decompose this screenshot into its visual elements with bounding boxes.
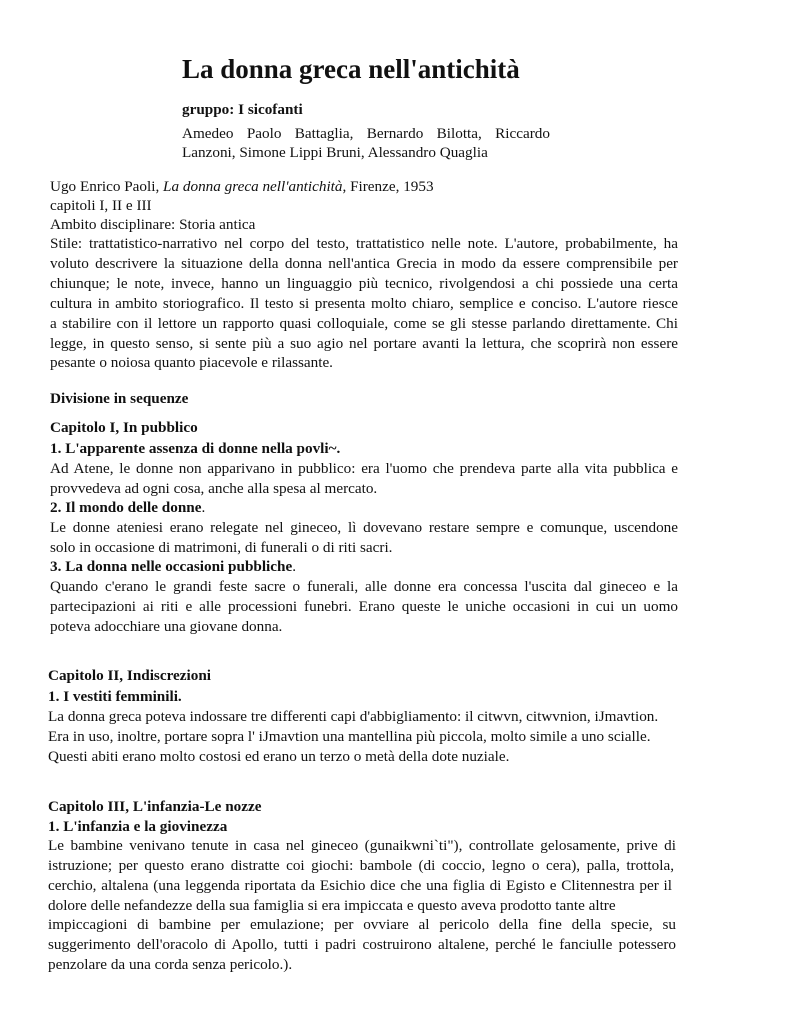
- paragraph-line: La donna greca poteva indossare tre differenti capi d'abbigliamento: il citwvn, citwvnion, iJmavtion.: [48, 708, 659, 725]
- stile-line: pesante o noiosa quanto piacevole e rilassante.: [50, 354, 333, 371]
- paragraph-line: Ad Atene, le donne non apparivano in pubblico: era l'uomo che prendeva parte alla vita pubblica e: [50, 460, 678, 477]
- stile-line: chiunque; le note, invece, hanno un linguaggio più tecnico, rivolgendosi a chi possiede una certa: [50, 275, 678, 292]
- chapter-3-heading: Capitolo III, L'infanzia-Le nozze: [48, 798, 262, 815]
- paragraph-line: poteva adocchiare una giovane donna.: [50, 618, 283, 635]
- sequence-title-text: 2. Il mondo delle donne: [50, 499, 202, 516]
- group-label: gruppo: I sicofanti: [182, 101, 303, 118]
- paragraph-line: partecipazioni ai riti e alle processioni funebri. Erano queste le uniche occasioni in cui un uomo: [50, 598, 678, 615]
- chapter-1-sequence-2-title: 2. Il mondo delle donne.: [50, 499, 206, 516]
- paragraph-line: Le bambine venivano tenute in casa nel gineceo (gunaikwni`ti"), controllate gelosamente, prive di: [48, 837, 676, 854]
- paragraph-line: Era in uso, inoltre, portare sopra l' iJmavtion una mantellina più piccola, molto simile a uno scialle.: [48, 728, 651, 745]
- paragraph-line: penzolare da una corda senza pericolo.).: [48, 956, 293, 973]
- paragraph-line: cerchio, altalena (una leggenda riportata da Esichio dice che una figlia di Egisto e Clitennestra per il: [48, 877, 672, 894]
- document-title: La donna greca nell'antichità: [182, 54, 520, 84]
- stile-line: cultura in ambito storiografico. Il testo si presenta molto chiaro, semplice e conciso. L'autore riesce: [50, 295, 678, 312]
- authors-line-2: Lanzoni, Simone Lippi Bruni, Alessandro Quaglia: [182, 144, 488, 161]
- source-citation: [50, 177, 678, 197]
- chapter-2-sequence-1-title: 1. I vestiti femminili.: [48, 688, 182, 705]
- chapter-2-heading: Capitolo II, Indiscrezioni: [48, 667, 212, 684]
- source-author: Ugo Enrico Paoli,: [50, 178, 164, 195]
- section-heading-divisione: Divisione in sequenze: [50, 390, 189, 407]
- stile-line: legge, in questo senso, si sente più a suo agio nel portare avanti la lettura, che scoprirà non essere: [50, 335, 678, 352]
- authors-line-1: Amedeo Paolo Battaglia, Bernardo Bilotta, Riccardo: [182, 125, 550, 142]
- chapter-1-sequence-1-title: 1. L'apparente assenza di donne nella povli~.: [50, 440, 341, 457]
- paragraph-line: istruzione; per questo erano distratte coi giochi: bambole (di coccio, legno o cera), palla, trottola,: [48, 857, 674, 874]
- paragraph-line: Questi abiti erano molto costosi ed erano un terzo o metà della dote nuziale.: [48, 748, 510, 765]
- paragraph-line: dolore delle nefandezze della sua famiglia si era impiccata e questo aveva prodotto tante altre: [48, 897, 616, 914]
- stile-line: Stile: trattatistico-narrativo nel corpo del testo, trattatistico nelle note. L'autore, probabilmente, ha: [50, 235, 678, 252]
- stile-line: voluto descrivere la situazione della donna nell'antica Grecia in modo da essere comprensibile per: [50, 255, 678, 272]
- chapter-1-sequence-3-title: 3. La donna nelle occasioni pubbliche.: [50, 558, 297, 575]
- stile-line: a stabilire con il lettore un rapporto quasi colloquiale, come se gli stesse parlando direttamente. Chi: [50, 315, 678, 332]
- source-book-title: La donna greca nell'antichità: [163, 178, 343, 195]
- paragraph-line: suggerimento dell'oracolo di Apollo, tutti i padri costruirono altalene, perché le fanciulle potessero: [48, 936, 676, 953]
- paragraph-line: impiccagioni di bambine per emulazione; per ovviare al pericolo della fine della specie, su: [48, 916, 676, 933]
- paragraph-line: provvedeva ad ogni cosa, anche alla spesa al mercato.: [50, 480, 378, 497]
- source-ambito: Ambito disciplinare: Storia antica: [50, 216, 256, 233]
- paragraph-line: Le donne ateniesi erano relegate nel gineceo, lì dovevano restare sempre e comunque, uscendone: [50, 519, 678, 536]
- chapter-1-heading: Capitolo I, In pubblico: [50, 419, 198, 436]
- source-chapters: capitoli I, II e III: [50, 197, 152, 214]
- chapter-3-sequence-1-title: 1. L'infanzia e la giovinezza: [48, 818, 228, 835]
- paragraph-line: solo in occasione di matrimoni, di funerali o di riti sacri.: [50, 539, 393, 556]
- paragraph-line: Quando c'erano le grandi feste sacre o funerali, alle donne era concessa l'uscita dal gineceo e la: [50, 578, 678, 595]
- sequence-title-text: 3. La donna nelle occasioni pubbliche: [50, 558, 293, 575]
- source-place-year: , Firenze, 1953: [342, 178, 434, 195]
